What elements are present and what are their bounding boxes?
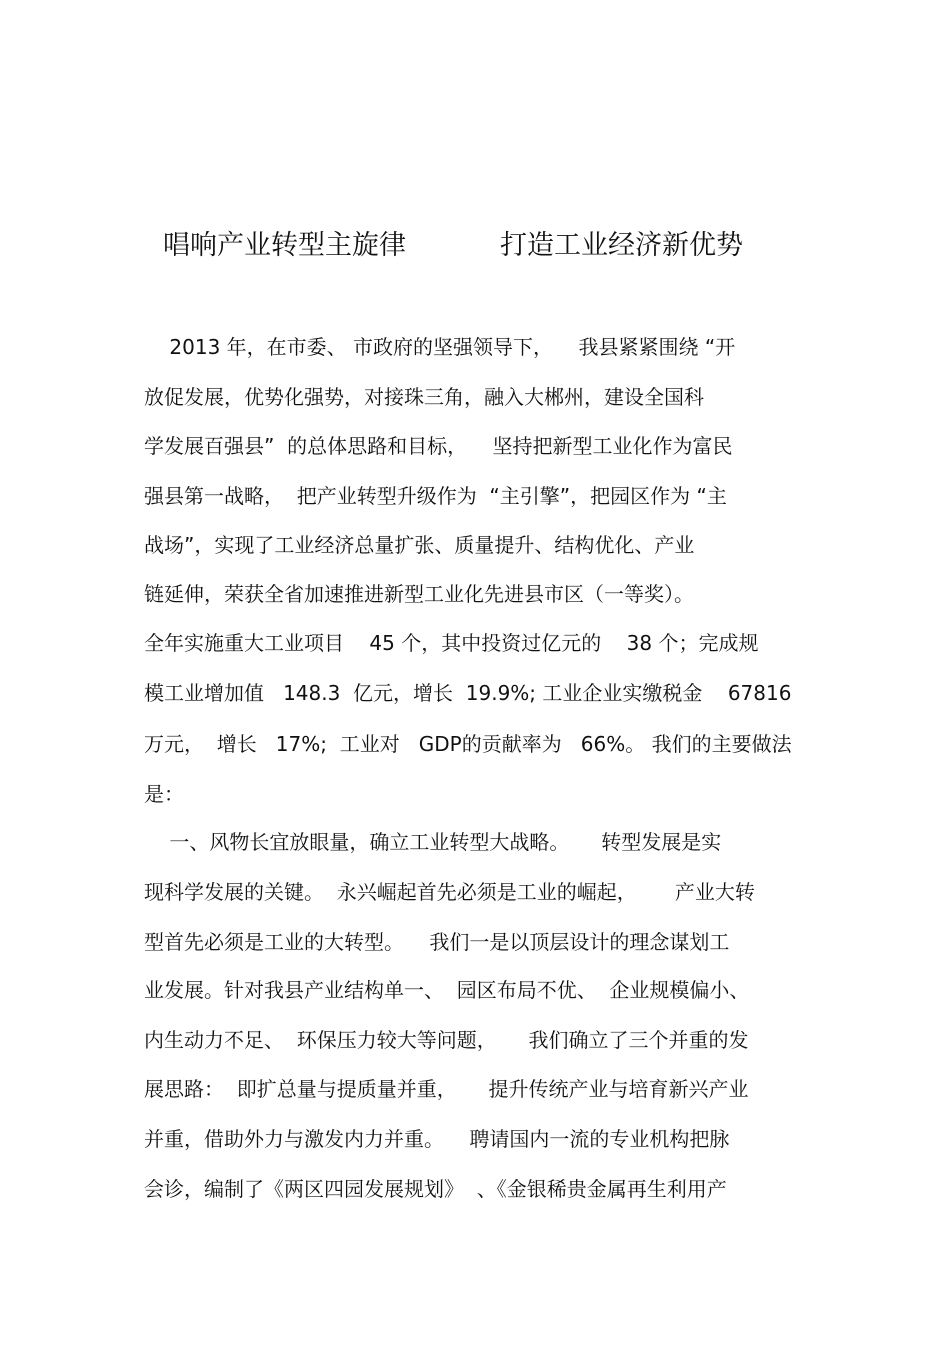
body-line: 万元， 增长 17%; 工业对 GDP的贡献率为 66%。 我们的主要做法 xyxy=(144,732,792,756)
document-title xyxy=(0,226,950,266)
body-line: 2013 年，在市委、 市政府的坚强领导下， 我县紧紧围绕 “开 xyxy=(144,335,736,359)
body-line: 放促发展，优势化强势，对接珠三角，融入大郴州，建设全国科 xyxy=(144,385,704,409)
body-line: 型首先必须是工业的大转型。 我们一是以顶层设计的理念谋划工 xyxy=(144,930,730,954)
body-line: 战场”，实现了工业经济总量扩张、质量提升、结构优化、产业 xyxy=(144,533,695,557)
body-line: 现科学发展的关键。 永兴崛起首先必须是工业的崛起， 产业大转 xyxy=(144,880,755,904)
body-line: 学发展百强县” 的总体思路和目标， 坚持把新型工业化作为富民 xyxy=(144,434,733,458)
body-line: 全年实施重大工业项目 45 个，其中投资过亿元的 38 个；完成规 xyxy=(144,631,759,655)
body-line: 一、风物长宜放眼量，确立工业转型大战略。 转型发展是实 xyxy=(144,830,722,854)
body-line: 是： xyxy=(144,782,184,806)
body-line: 模工业增加值 148.3 亿元，增长 19.9%; 工业企业实缴税金 67816 xyxy=(144,681,792,705)
body-line: 业发展。针对我县产业结构单一、 园区布局不优、 企业规模偏小、 xyxy=(144,978,750,1002)
body-line: 链延伸，荣获全省加速推进新型工业化先进县市区（一等奖）。 xyxy=(144,582,694,606)
title-part-2: 打造工业经济新优势 xyxy=(500,230,743,261)
body-line: 强县第一战略， 把产业转型升级作为 “主引擎”，把园区作为 “主 xyxy=(144,484,727,508)
body-line: 并重，借助外力与激发内力并重。 聘请国内一流的专业机构把脉 xyxy=(144,1127,730,1151)
title-part-1: 唱响产业转型主旋律 xyxy=(163,230,406,261)
body-line: 会诊，编制了《两区四园发展规划》 、《金银稀贵金属再生利用产 xyxy=(144,1177,727,1201)
body-line: 展思路： 即扩总量与提质量并重， 提升传统产业与培育新兴产业 xyxy=(144,1077,749,1101)
body-line: 内生动力不足、 环保压力较大等问题， 我们确立了三个并重的发 xyxy=(144,1028,749,1052)
